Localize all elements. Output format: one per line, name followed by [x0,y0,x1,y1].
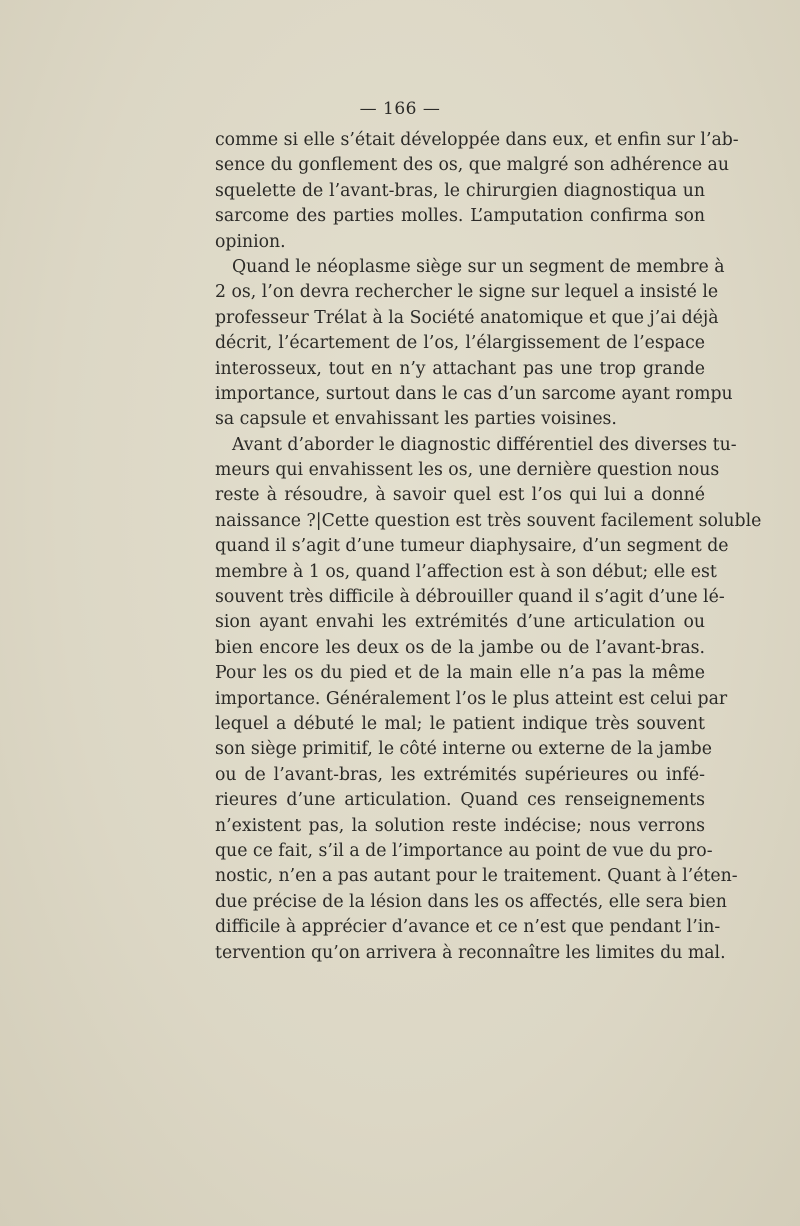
text-line: ou de l’avant-bras, les extrémités supérieures ou infé- [215,764,705,785]
text-line: que ce fait, s’il a de l’importance au point de vue du pro- [215,840,713,861]
page-number: — 166 — [359,99,441,119]
text-line: professeur Trélat à la Société anatomique et que j’ai déjà [215,307,719,328]
text-line: difficile à apprécier d’avance et ce n’est que pendant l’in- [215,917,721,938]
text-line: tervention qu’on arrivera à reconnaître les limites du mal. [215,942,726,963]
text-line: meurs qui envahissent les os, une dernière question nous [215,460,720,481]
text-line: squelette de l’avant-bras, le chirurgien diagnostiqua un [215,180,705,201]
text-line: nostic, n’en a pas autant pour le traitement. Quant à l’éten- [215,866,738,887]
text-line: sence du gonflement des os, que malgré son adhérence au [215,155,729,176]
text-line: membre à 1 os, quand l’affection est à son début; elle est [215,561,717,582]
text-line: importance, surtout dans le cas d’un sarcome ayant rompu [215,383,733,404]
text-line: n’existent pas, la solution reste indécise; nous verrons [215,815,705,836]
text-line: décrit, l’écartement de l’os, l’élargissement de l’espace [215,333,705,354]
text-line: 2 os, l’on devra rechercher le signe sur lequel a insisté le [215,282,719,303]
text-line: lequel a débuté le mal; le patient indique très souvent [215,713,705,734]
text-line: due précise de la lésion dans les os affectés, elle sera bien [215,891,727,912]
text-line: Pour les os du pied et de la main elle n’a pas la même [215,663,705,684]
text-line: Quand le néoplasme siège sur un segment de membre à [232,256,725,277]
text-line: sarcome des parties molles. L’amputation confirma son [215,206,705,227]
text-line: opinion. [215,231,286,252]
text-line: Avant d’aborder le diagnostic différentiel des diverses tu- [232,434,737,455]
text-line: son siège primitif, le côté interne ou externe de la jambe [215,739,712,760]
text-line: bien encore les deux os de la jambe ou de l’avant-bras. [215,637,705,658]
text-line: sa capsule et envahissant les parties voisines. [215,409,617,430]
text-line: comme si elle s’était développée dans eux, et enfin sur l’ab- [215,130,739,150]
text-line: naissance ?|Cette question est très souvent facilement soluble [215,510,762,531]
text-line: reste à résoudre, à savoir quel est l’os qui lui a donné [215,485,705,506]
text-line: quand il s’agit d’une tumeur diaphysaire, d’un segment de [215,536,729,557]
text-line: interosseux, tout en n’y attachant pas une trop grande [215,358,705,379]
text-line: souvent très difficile à débrouiller quand il s’agit d’une lé- [215,587,725,608]
text-line: sion ayant envahi les extrémités d’une articulation ou [215,612,705,633]
text-line: importance. Généralement l’os le plus atteint est celui par [215,688,728,709]
text-line: rieures d’une articulation. Quand ces renseignements [215,790,705,811]
body-text [215,128,762,966]
